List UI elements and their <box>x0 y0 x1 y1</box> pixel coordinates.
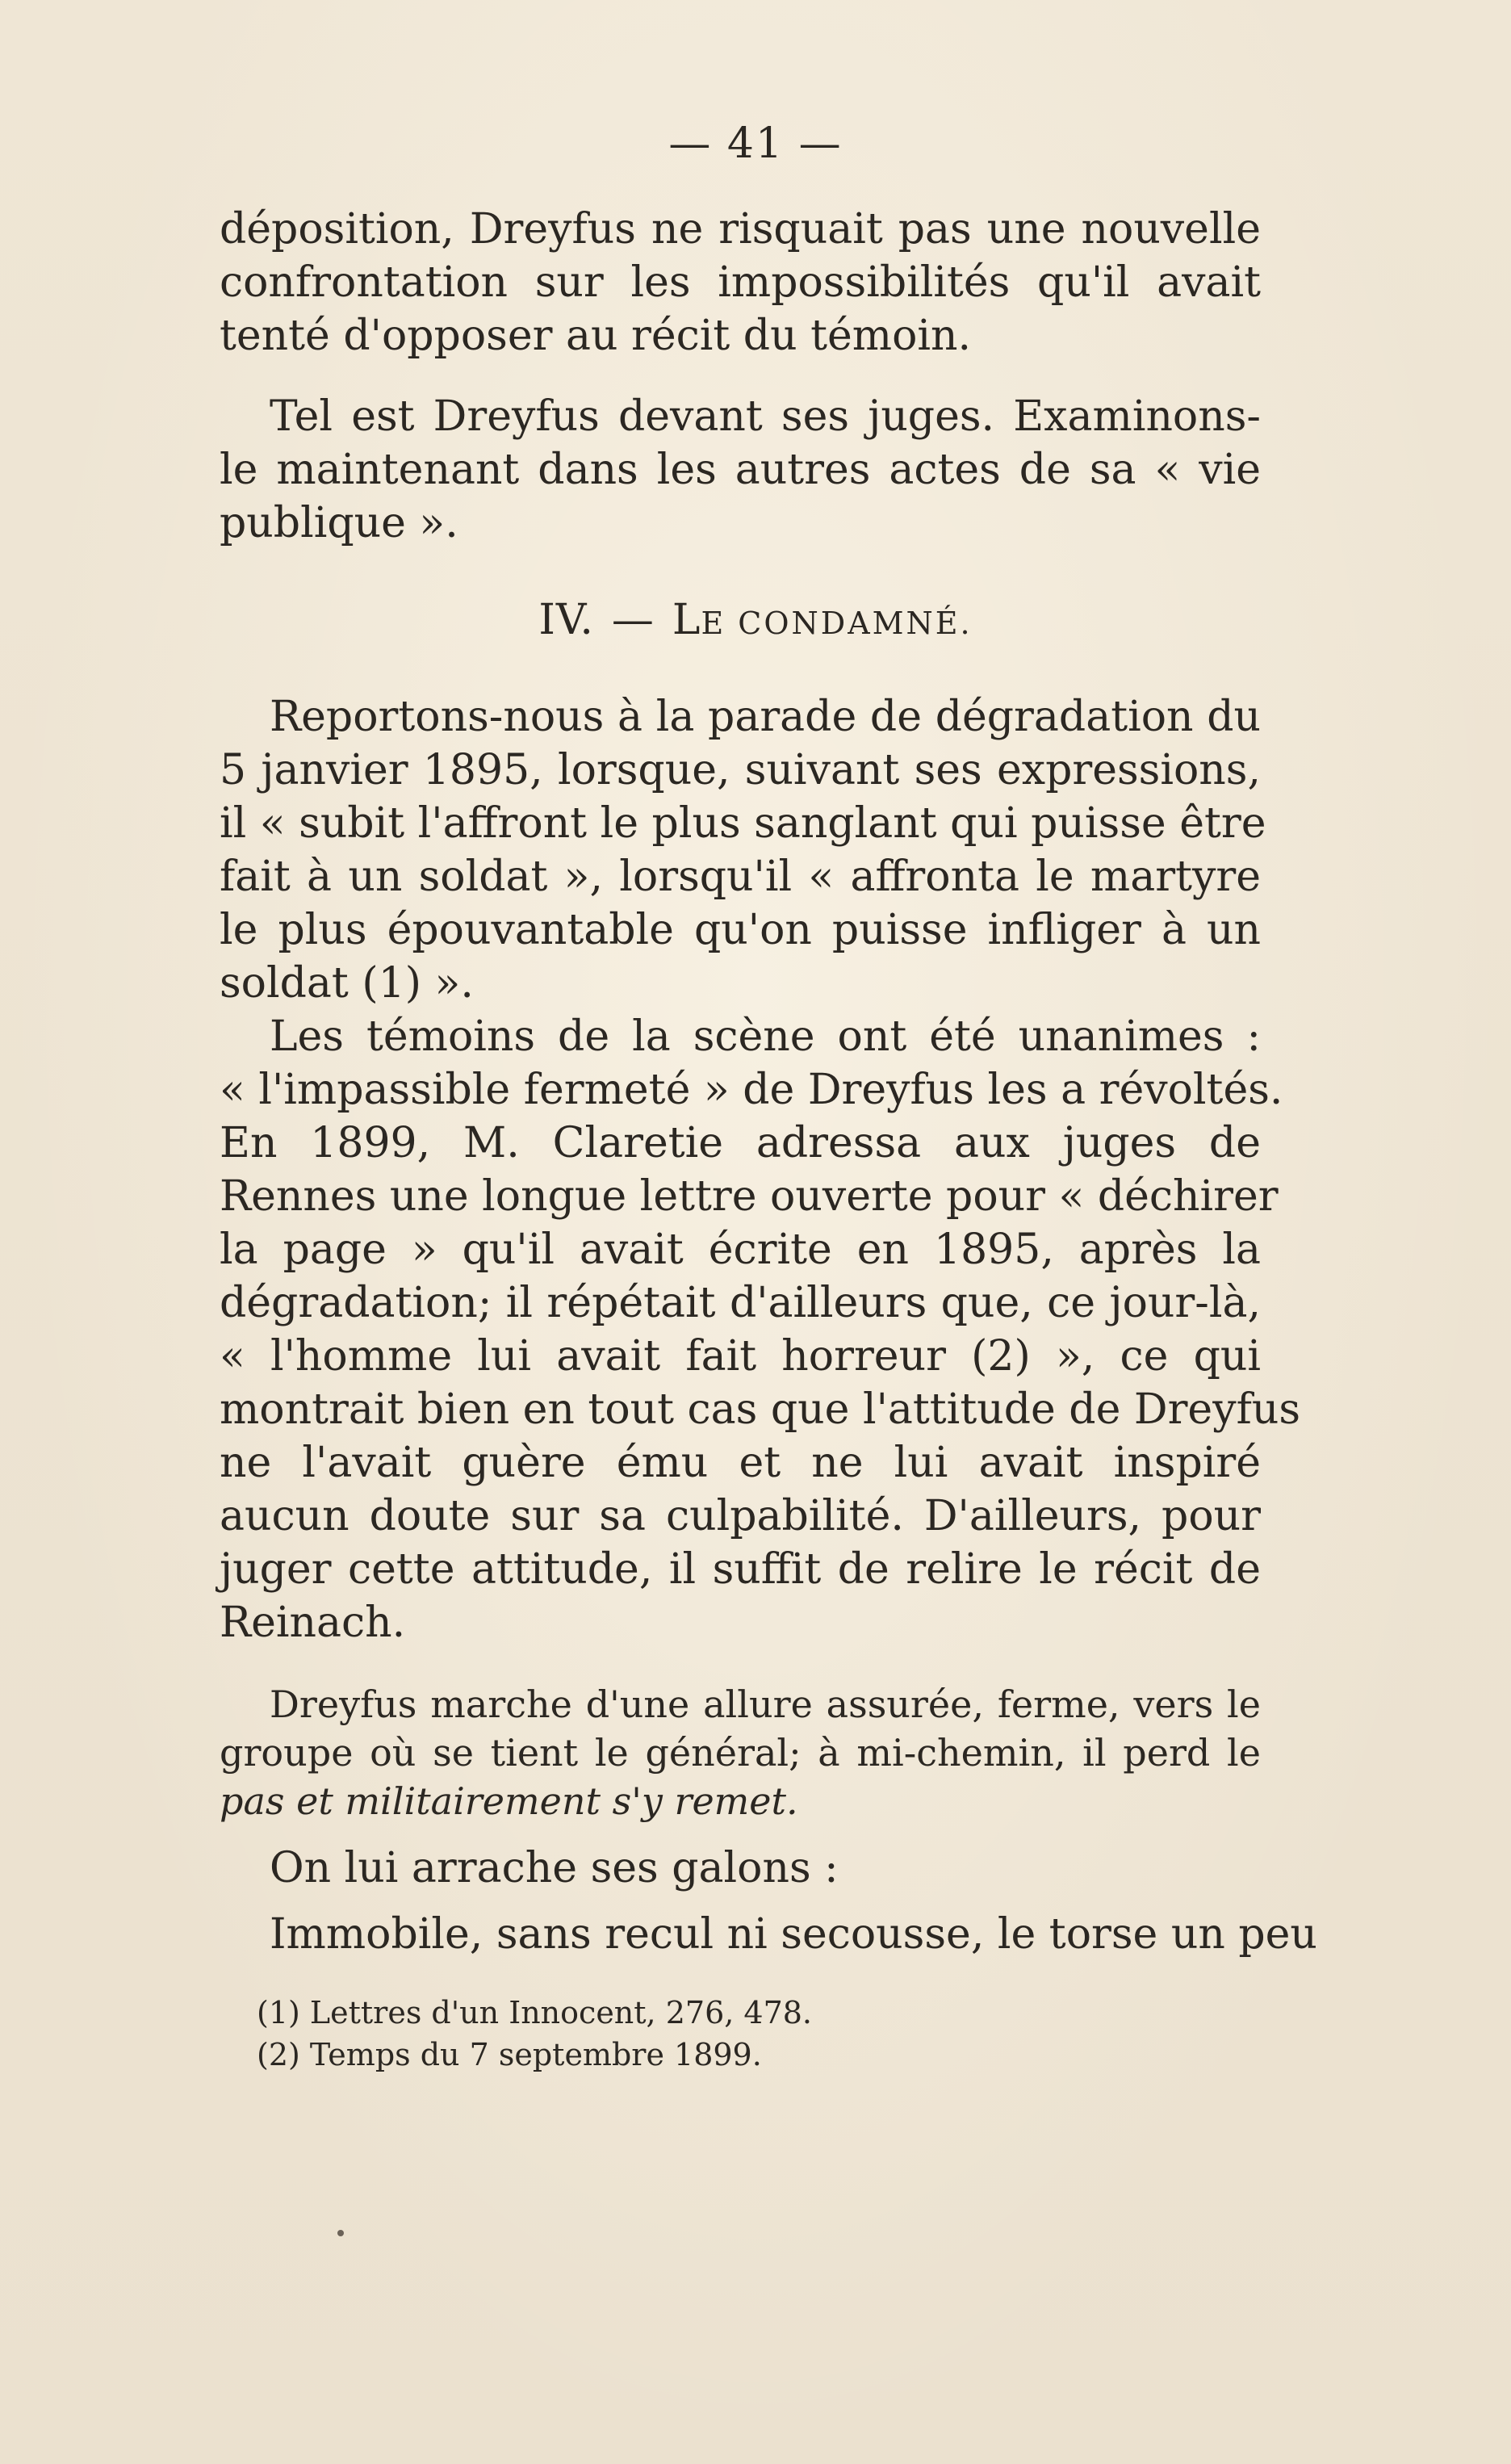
text-line: juger cette attitude, il suffit de relire le récit de <box>220 1545 1261 1594</box>
text-line: Reportons-nous à la parade de dégradation du <box>270 693 1261 741</box>
quote-line: pas et militairement s'y remet. <box>220 1779 798 1823</box>
text-line: il « subit l'affront le plus sanglant qui puisse être <box>220 799 1266 848</box>
text-line: aucun doute sur sa culpabilité. D'ailleurs, pour <box>220 1492 1261 1540</box>
text-line: Rennes une longue lettre ouverte pour « déchirer <box>220 1172 1279 1221</box>
text-line: la page » qu'il avait écrite en 1895, après la <box>220 1226 1261 1274</box>
section-title-initial: L <box>672 596 701 644</box>
text-line: soldat (1) ». <box>220 959 474 1008</box>
text-line: le plus épouvantable qu'on puisse infliger à un <box>220 906 1261 954</box>
text-line: Reinach. <box>220 1599 406 1647</box>
section-title-rest: E CONDAMNÉ. <box>701 606 973 641</box>
text-line: Immobile, sans recul ni secousse, le torse un peu <box>270 1910 1317 1959</box>
section-heading <box>0 596 1511 644</box>
text-line: le maintenant dans les autres actes de sa « vie <box>220 446 1261 494</box>
quote-line: Dreyfus marche d'une allure assurée, ferme, vers le <box>270 1682 1261 1726</box>
text-line: tenté d'opposer au récit du témoin. <box>220 312 972 360</box>
text-line: Les témoins de la scène ont été unanimes : <box>270 1012 1261 1061</box>
footnote: (1) Lettres d'un Innocent, 276, 478. <box>257 1995 813 2030</box>
text-line: « l'impassible fermeté » de Dreyfus les a révoltés. <box>220 1066 1283 1114</box>
text-line: dégradation; il répétait d'ailleurs que, ce jour-là, <box>220 1279 1261 1327</box>
section-numeral: IV. <box>538 596 594 644</box>
text-line: ne l'avait guère ému et ne lui avait inspiré <box>220 1439 1261 1487</box>
section-dash: — <box>611 596 655 644</box>
text-line: publique ». <box>220 499 458 547</box>
ink-speck <box>337 2230 344 2236</box>
quote-line: groupe où se tient le général; à mi-chemin, il perd le <box>220 1731 1261 1775</box>
text-line: déposition, Dreyfus ne risquait pas une nouvelle <box>220 205 1261 254</box>
text-line: On lui arrache ses galons : <box>270 1844 839 1892</box>
text-line: « l'homme lui avait fait horreur (2) », ce qui <box>220 1332 1261 1381</box>
text-line: fait à un soldat », lorsqu'il « affronta le martyre <box>220 853 1261 901</box>
text-line: Tel est Dreyfus devant ses juges. Examinons- <box>270 392 1261 441</box>
text-line: En 1899, M. Claretie adressa aux juges de <box>220 1119 1261 1167</box>
text-line: 5 janvier 1895, lorsque, suivant ses expressions, <box>220 746 1261 794</box>
footnote: (2) Temps du 7 septembre 1899. <box>257 2037 762 2072</box>
text-line: confrontation sur les impossibilités qu'il avait <box>220 258 1261 307</box>
page-number: — 41 — <box>668 119 843 168</box>
text-line: montrait bien en tout cas que l'attitude de Dreyfus <box>220 1385 1300 1434</box>
